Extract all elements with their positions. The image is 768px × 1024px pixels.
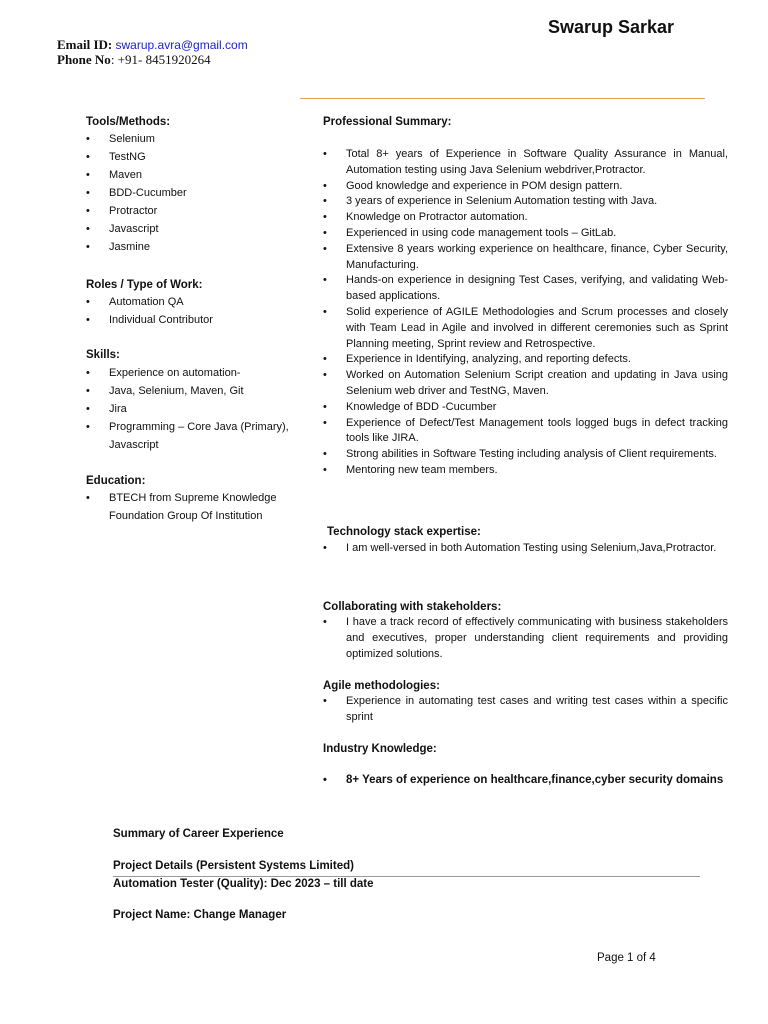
list-item: • BTECH from Supreme Knowledge Foundation Group Of Institution xyxy=(86,489,286,525)
list-item: • Automation QA xyxy=(86,293,286,311)
skills-title: Skills: xyxy=(86,349,120,361)
email-line xyxy=(57,37,248,53)
role-line: Automation Tester (Quality): Dec 2023 – till date xyxy=(113,878,374,890)
phone-number: : +91- 8451920264 xyxy=(110,52,211,67)
phone-label: Phone No xyxy=(57,52,111,67)
list-item: • Protractor xyxy=(86,202,286,220)
list-item: • Good knowledge and experience in POM design pattern. xyxy=(323,179,728,195)
collab-list xyxy=(323,615,728,662)
collab-title: Collaborating with stakeholders: xyxy=(323,601,502,613)
project-details: Project Details (Persistent Systems Limited) xyxy=(113,860,354,872)
phone-line xyxy=(57,52,211,68)
education-list xyxy=(86,489,286,525)
industry-title: Industry Knowledge: xyxy=(323,743,437,755)
list-item: • Jasmine xyxy=(86,238,286,256)
career-divider xyxy=(113,876,700,877)
email-link[interactable]: swarup.avra@gmail.com xyxy=(115,38,248,52)
list-item: • Experience in automating test cases and writing test cases within a specific sprint xyxy=(323,694,728,726)
list-item: • Experienced in using code management tools – GitLab. xyxy=(323,226,728,242)
agile-list xyxy=(323,694,728,726)
list-item: • Knowledge on Protractor automation. xyxy=(323,210,728,226)
list-item: • Maven xyxy=(86,166,286,184)
tech-list xyxy=(323,541,728,557)
list-item: • Individual Contributor xyxy=(86,311,286,329)
tools-list xyxy=(86,130,286,256)
list-item: • Worked on Automation Selenium Script creation and updating in Java using Selenium web driver and TestNG, Maven. xyxy=(323,368,728,400)
list-item: • Programming – Core Java (Primary), Javascript xyxy=(86,418,296,454)
list-item: • Hands-on experience in designing Test Cases, verifying, and validating Web-based applications. xyxy=(323,273,728,305)
list-item: • BDD-Cucumber xyxy=(86,184,286,202)
agile-title: Agile methodologies: xyxy=(323,680,440,692)
skills-list xyxy=(86,364,296,454)
list-item: • Javascript xyxy=(86,220,286,238)
career-title: Summary of Career Experience xyxy=(113,828,284,840)
list-item: • TestNG xyxy=(86,148,286,166)
industry-list xyxy=(323,773,728,789)
summary-title: Professional Summary: xyxy=(323,116,452,128)
roles-title: Roles / Type of Work: xyxy=(86,279,203,291)
tools-title: Tools/Methods: xyxy=(86,116,171,128)
list-item: • Jira xyxy=(86,400,296,418)
list-item: • Experience of Defect/Test Management tools logged bugs in defect tracking tools like JIRA. xyxy=(323,416,728,448)
list-item: • 8+ Years of experience on healthcare,finance,cyber security domains xyxy=(323,773,728,789)
list-item: • Experience on automation- xyxy=(86,364,296,382)
summary-list xyxy=(323,147,728,479)
project-name: Project Name: Change Manager xyxy=(113,909,287,921)
list-item: • 3 years of experience in Selenium Automation testing with Java. xyxy=(323,194,728,210)
list-item: • Extensive 8 years working experience on healthcare, finance, Cyber Security, Manufacturing. xyxy=(323,242,728,274)
page-number: Page 1 of 4 xyxy=(597,952,656,964)
list-item: • Java, Selenium, Maven, Git xyxy=(86,382,296,400)
tech-title: Technology stack expertise: xyxy=(327,526,481,538)
list-item: • Solid experience of AGILE Methodologies and Scrum processes and closely with Team Lead in Agile and involved in different ceremonies such as Sprint Planning meeting, Sprint review and Retrospective. xyxy=(323,305,728,352)
list-item: • Knowledge of BDD -Cucumber xyxy=(323,400,728,416)
candidate-name: Swarup Sarkar xyxy=(548,17,675,37)
email-label: Email ID: xyxy=(57,37,113,52)
roles-list xyxy=(86,293,286,329)
header-divider xyxy=(300,98,705,99)
list-item: • Selenium xyxy=(86,130,286,148)
list-item: • I am well-versed in both Automation Testing using Selenium,Java,Protractor. xyxy=(323,541,728,557)
education-title: Education: xyxy=(86,475,146,487)
list-item: • Strong abilities in Software Testing including analysis of Client requirements. xyxy=(323,447,728,463)
list-item: • I have a track record of effectively communicating with business stakeholders and executives, proper understanding client requirements and providing optimized solutions. xyxy=(323,615,728,662)
list-item: • Total 8+ years of Experience in Software Quality Assurance in Manual, Automation testing using Java Selenium webdriver,Protractor. xyxy=(323,147,728,179)
list-item: • Mentoring new team members. xyxy=(323,463,728,479)
list-item: • Experience in Identifying, analyzing, and reporting defects. xyxy=(323,352,728,368)
